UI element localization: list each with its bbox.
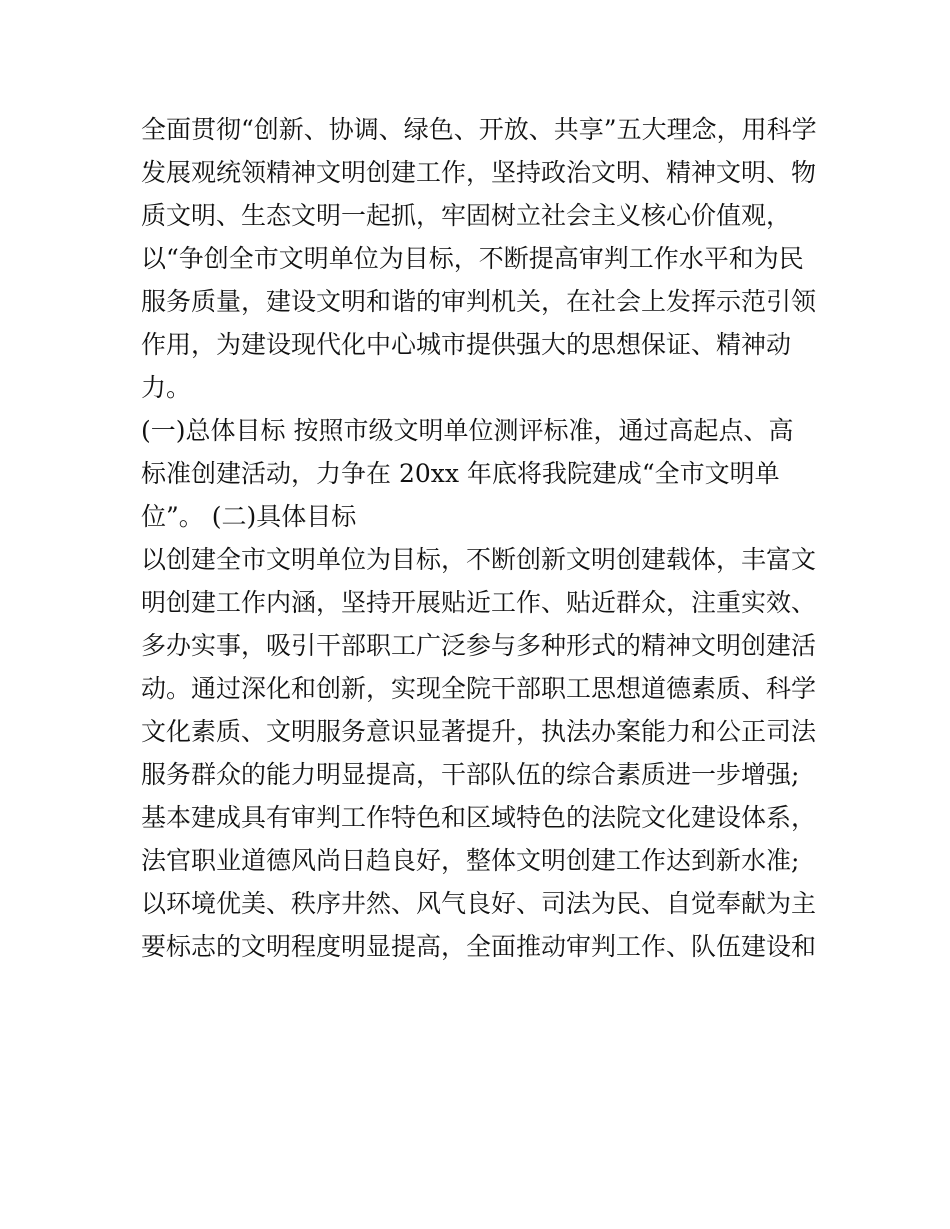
section-heading-line: (一)总体目标 按照市级文明单位测评标准，通过高起点、高 — [141, 416, 794, 445]
text-line: 全面贯彻“创新、协调、绿色、开放、共享”五大理念，用科学 — [141, 115, 817, 144]
text-line: 质文明、生态文明一起抓，牢固树立社会主义核心价值观， — [141, 201, 792, 230]
text-line: 服务群众的能力明显提高，干部队伍的综合素质进一步增强; — [141, 760, 800, 789]
text-line: 发展观统领精神文明创建工作，坚持政治文明、精神文明、物 — [141, 158, 817, 187]
text-line: 要标志的文明程度明显提高，全面推动审判工作、队伍建设和 — [141, 932, 817, 961]
text-line: 作用，为建设现代化中心城市提供强大的思想保证、精神动 — [141, 330, 792, 359]
text-line: 以环境优美、秩序井然、风气良好、司法为民、自觉奉献为主 — [141, 889, 817, 918]
text-line: 明创建工作内涵，坚持开展贴近工作、贴近群众，注重实效、 — [141, 588, 817, 617]
text-line: 多办实事，吸引干部职工广泛参与多种形式的精神文明创建活 — [141, 631, 817, 660]
text-line: 标准创建活动，力争在 20xx 年底将我院建成“全市文明单 — [141, 459, 780, 488]
text-line: 以“争创全市文明单位为目标，不断提高审判工作水平和为民 — [141, 244, 804, 273]
text-line: 动。通过深化和创新，实现全院干部职工思想道德素质、科学 — [141, 674, 817, 703]
text-line: 服务质量，建设文明和谐的审判机关，在社会上发挥示范引领 — [141, 287, 817, 316]
text-line: 基本建成具有审判工作特色和区域特色的法院文化建设体系， — [141, 803, 817, 832]
text-line: 文化素质、文明服务意识显著提升，执法办案能力和公正司法 — [141, 717, 817, 746]
text-line: 力。 — [141, 373, 192, 402]
document-body — [141, 108, 821, 968]
text-line: 以创建全市文明单位为目标，不断创新文明创建载体，丰富文 — [141, 545, 817, 574]
text-line: 法官职业道德风尚日趋良好，整体文明创建工作达到新水准; — [141, 846, 800, 875]
section-heading-line: 位”。 (二)具体目标 — [141, 502, 357, 531]
